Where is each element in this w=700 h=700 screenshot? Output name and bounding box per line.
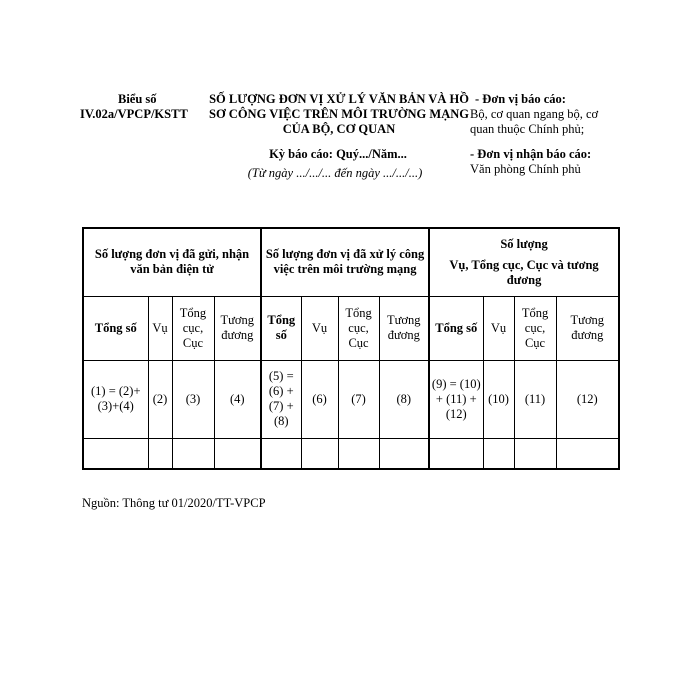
code-cell: (5) = (6) + (7) + (8) bbox=[261, 360, 301, 438]
code-cell: (11) bbox=[514, 360, 556, 438]
sender-text: Bộ, cơ quan ngang bộ, cơ quan thuộc Chính phủ; bbox=[470, 107, 599, 136]
empty-cell bbox=[379, 438, 429, 469]
group-header-departments bbox=[429, 228, 619, 296]
empty-cell bbox=[148, 438, 172, 469]
form-code-line1: Biểu số bbox=[118, 92, 157, 106]
date-range: (Từ ngày .../.../... đến ngày .../.../...) bbox=[247, 166, 423, 180]
source-note: Nguồn: Thông tư 01/2020/TT-VPCP bbox=[82, 496, 266, 510]
code-cell: (10) bbox=[483, 360, 514, 438]
empty-cell bbox=[301, 438, 338, 469]
group-header-processed-online: Số lượng đơn vị đã xử lý công việc trên môi trường mạng bbox=[261, 228, 429, 296]
empty-cell bbox=[214, 438, 261, 469]
receiver-label: - Đơn vị nhận báo cáo: bbox=[470, 147, 592, 161]
subheader-tong-cuc: Tổng cục, Cục bbox=[172, 296, 214, 360]
empty-cell bbox=[338, 438, 379, 469]
code-cell: (1) = (2)+(3)+(4) bbox=[83, 360, 148, 438]
subheader-vu: Vụ bbox=[483, 296, 514, 360]
code-cell: (12) bbox=[556, 360, 619, 438]
code-cell: (6) bbox=[301, 360, 338, 438]
report-table bbox=[82, 227, 620, 470]
subheader-vu: Vụ bbox=[148, 296, 172, 360]
code-cell: (2) bbox=[148, 360, 172, 438]
code-cell: (3) bbox=[172, 360, 214, 438]
subheader-total: Tổng số bbox=[83, 296, 148, 360]
subheader-tong-cuc: Tổng cục, Cục bbox=[338, 296, 379, 360]
empty-cell bbox=[483, 438, 514, 469]
subheader-tuong-duong: Tương đương bbox=[214, 296, 261, 360]
empty-cell bbox=[261, 438, 301, 469]
form-code-line2: IV.02a/VPCP/KSTT bbox=[80, 107, 188, 121]
empty-cell bbox=[514, 438, 556, 469]
subheader-tuong-duong: Tương đương bbox=[379, 296, 429, 360]
group3-line2: Vụ, Tổng cục, Cục và tương đương bbox=[449, 258, 599, 287]
document-title: SỐ LƯỢNG ĐƠN VỊ XỬ LÝ VĂN BẢN VÀ HỒ SƠ CÔNG VIỆC TRÊN MÔI TRƯỜNG MẠNG CỦA BỘ, CƠ QUAN bbox=[209, 92, 469, 136]
receiver-block bbox=[470, 147, 610, 177]
group-header-sent-received: Số lượng đơn vị đã gửi, nhận văn bản điện tử bbox=[83, 228, 261, 296]
code-cell: (7) bbox=[338, 360, 379, 438]
code-cell: (8) bbox=[379, 360, 429, 438]
sender-label: - Đơn vị báo cáo: bbox=[475, 92, 566, 106]
code-cell: (4) bbox=[214, 360, 261, 438]
empty-cell bbox=[83, 438, 148, 469]
receiver-text: Văn phòng Chính phủ bbox=[470, 162, 581, 176]
empty-cell bbox=[556, 438, 619, 469]
subheader-vu: Vụ bbox=[301, 296, 338, 360]
empty-cell bbox=[172, 438, 214, 469]
code-cell: (9) = (10) + (11) + (12) bbox=[429, 360, 483, 438]
subheader-tong-cuc: Tổng cục, Cục bbox=[514, 296, 556, 360]
report-period: Kỳ báo cáo: Quý.../Năm... bbox=[269, 147, 407, 161]
subheader-total: Tổng số bbox=[261, 296, 301, 360]
group3-line1: Số lượng bbox=[500, 237, 548, 251]
empty-cell bbox=[429, 438, 483, 469]
subheader-total: Tổng số bbox=[429, 296, 483, 360]
subheader-tuong-duong: Tương đương bbox=[556, 296, 619, 360]
